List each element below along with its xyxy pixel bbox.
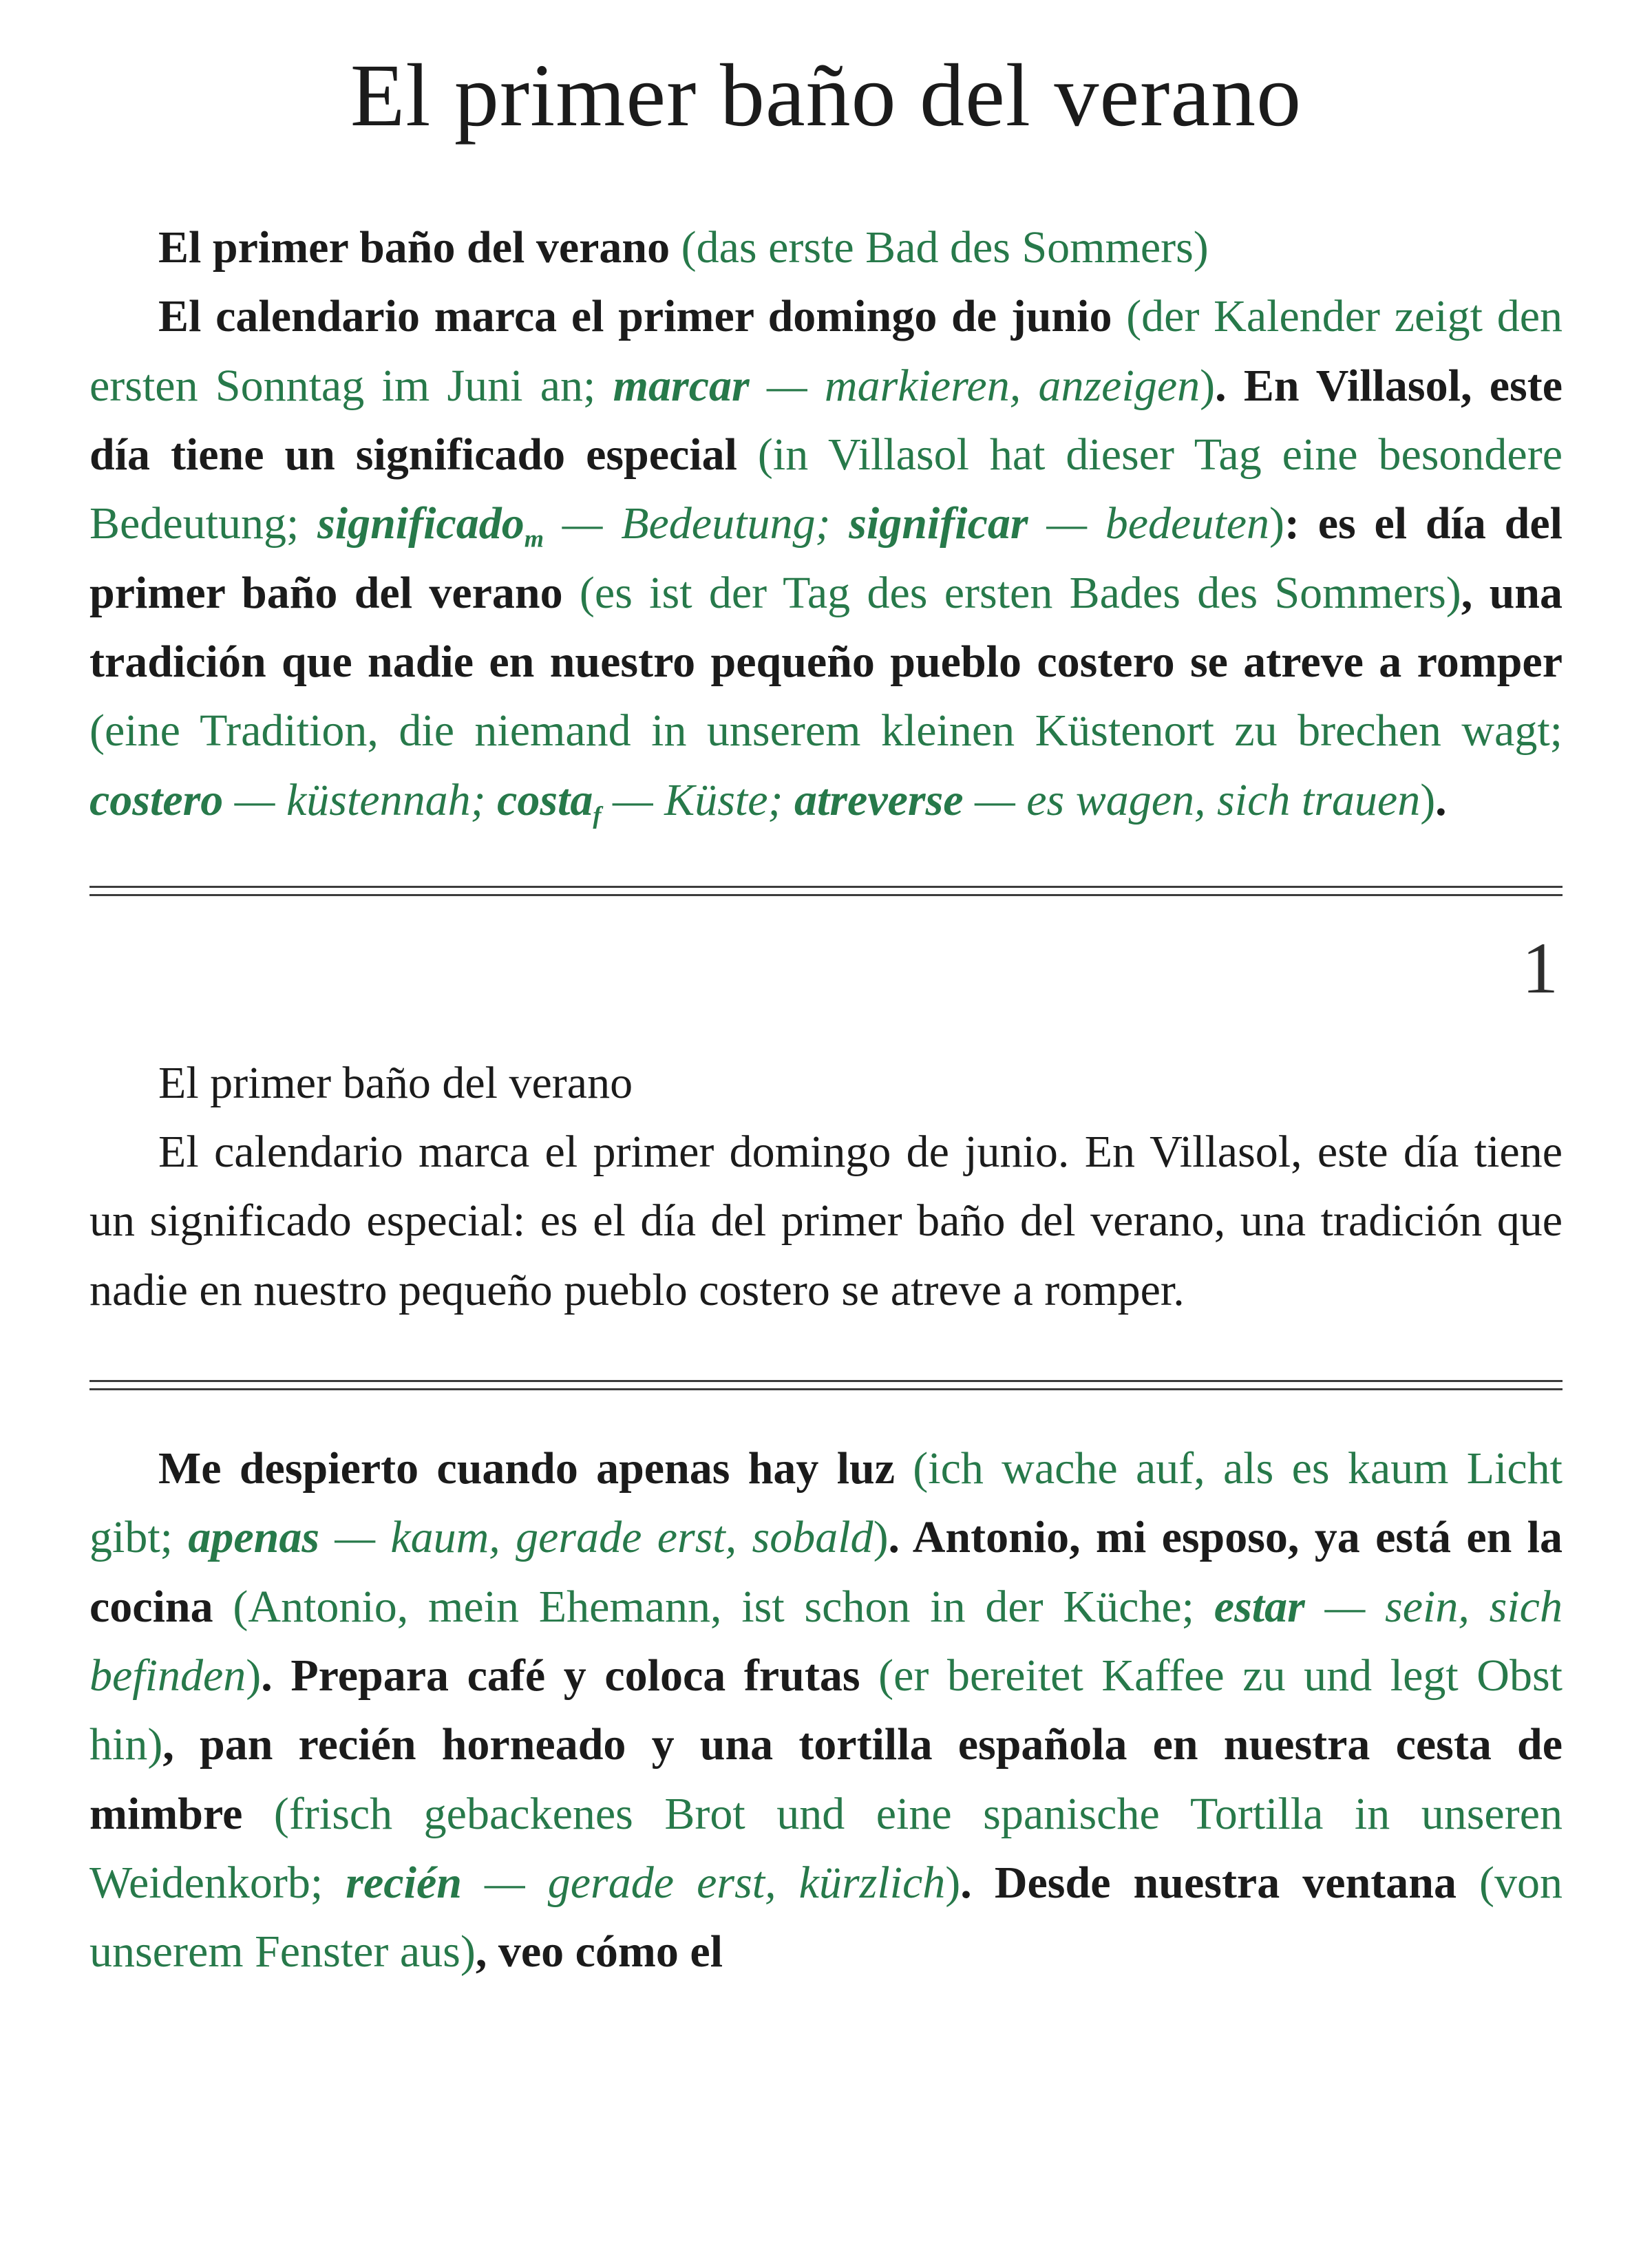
- german-translation: (es ist der Tag des ersten Bades des Sommers): [579, 567, 1461, 618]
- german-translation: (eine Tradition, die niemand in unserem kleinen Küstenort zu brechen wagt;: [89, 705, 1563, 756]
- german-translation: (von unserem Fenster aus): [89, 1857, 1563, 1977]
- annotated-paragraph: [89, 213, 1563, 282]
- german-translation: ): [1269, 498, 1284, 549]
- german-translation: (in Villasol hat dieser Tag eine besondere Bedeutung;: [89, 429, 1563, 549]
- german-translation: ): [945, 1857, 961, 1908]
- spanish-text: : es el día del primer baño del verano: [89, 498, 1563, 618]
- german-translation: — gerade erst, kürzlich: [461, 1857, 946, 1908]
- german-translation: (frisch gebackenes Brot und eine spanische Tortilla in unseren Weidenkorb;: [89, 1788, 1563, 1908]
- vocab-word: costa: [497, 774, 593, 825]
- vocab-word: significado: [317, 498, 525, 549]
- spanish-text: , una tradición que nadie en nuestro pequeño pueblo costero se atreve a romper: [89, 567, 1563, 687]
- gender-subscript: m: [524, 524, 544, 553]
- german-translation: ): [246, 1650, 262, 1701]
- vocab-word: marcar: [613, 360, 750, 411]
- gender-subscript: f: [593, 801, 602, 829]
- spanish-text: El calendario marca el primer domingo de junio: [158, 291, 1127, 342]
- german-translation: (der Kalender zeigt den ersten Sonntag im Juni an;: [89, 291, 1563, 411]
- german-translation: ): [1200, 360, 1216, 411]
- spanish-text: .: [1435, 774, 1447, 825]
- german-translation: ): [873, 1512, 889, 1563]
- annotated-paragraph: [89, 282, 1563, 835]
- german-translation: — Küste;: [601, 774, 794, 825]
- vocab-word: significar: [849, 498, 1028, 549]
- section-divider: [89, 1380, 1563, 1390]
- german-translation: — Bedeutung;: [543, 498, 849, 549]
- literal-paragraph: El primer baño del verano: [158, 1057, 633, 1108]
- vocab-word: costero: [89, 774, 224, 825]
- german-translation: (er bereitet Kaffee zu und legt Obst hin): [89, 1650, 1563, 1770]
- spanish-text: , pan recién horneado y una tortilla española en nuestra cesta de mimbre: [89, 1719, 1563, 1839]
- german-translation: (Antonio, mein Ehemann, ist schon in der Küche;: [233, 1581, 1214, 1632]
- vocab-word: atreverse: [794, 774, 964, 825]
- chapter-number: 1: [1522, 927, 1558, 1008]
- page-title: El primer baño del verano: [350, 46, 1302, 145]
- spanish-text: . Antonio, mi esposo, ya está en la cocina: [89, 1512, 1563, 1632]
- vocab-word: recién: [346, 1857, 462, 1908]
- german-translation: — bedeuten: [1028, 498, 1269, 549]
- german-translation: — küstennah;: [223, 774, 498, 825]
- german-translation: — sein, sich befinden: [89, 1581, 1563, 1701]
- german-translation: ): [1420, 774, 1436, 825]
- section-divider: [89, 886, 1563, 896]
- german-translation: (ich wache auf, als es kaum Licht gibt;: [89, 1443, 1563, 1563]
- spanish-text: . Prepara café y coloca frutas: [261, 1650, 879, 1701]
- annotated-paragraph: [89, 1434, 1563, 1987]
- vocab-word: apenas: [188, 1512, 320, 1563]
- spanish-text: . Desde nuestra ventana: [960, 1857, 1480, 1908]
- vocab-word: estar: [1214, 1581, 1305, 1632]
- spanish-text: Me despierto cuando apenas hay luz: [158, 1443, 913, 1494]
- literal-paragraph: El calendario marca el primer domingo de junio. En Villasol, este día tiene un significado especial: es el día del primer baño del verano, una tradición que nadie en nuestro pequeño pueblo costero se atreve a romper.: [89, 1127, 1563, 1315]
- german-translation: — kaum, gerade erst, sobald: [319, 1512, 873, 1563]
- german-translation: — es wagen, sich trauen: [963, 774, 1421, 825]
- spanish-text: , veo cómo el: [475, 1926, 723, 1977]
- spanish-text: . En Villasol, este día tiene un significado especial: [89, 360, 1563, 480]
- spanish-text: El primer baño del verano: [158, 222, 681, 273]
- german-translation: — markieren, anzeigen: [749, 360, 1200, 411]
- german-translation: (das erste Bad des Sommers): [681, 222, 1209, 273]
